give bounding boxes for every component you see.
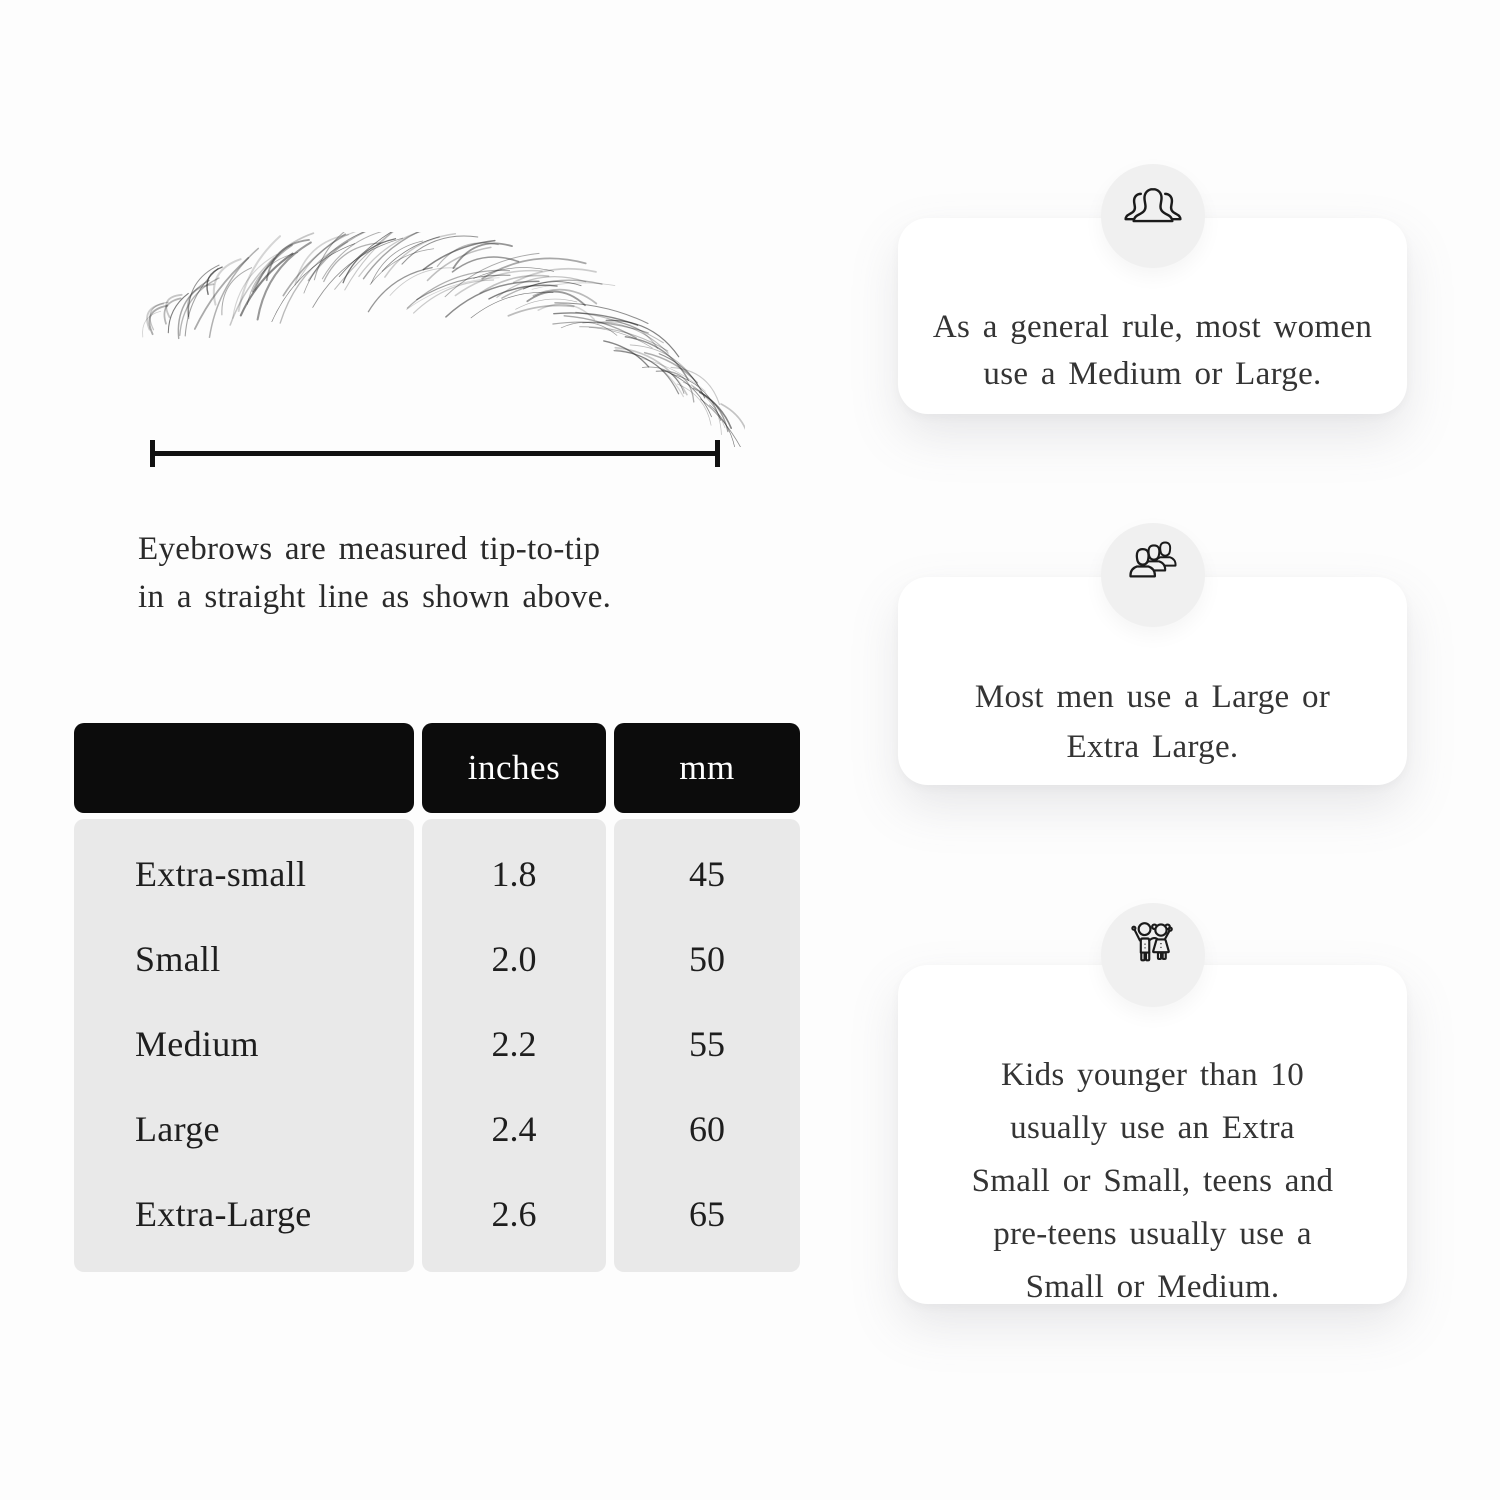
card-kids-text <box>898 965 1407 1314</box>
card-women-line1: As a general rule, most women <box>932 309 1373 345</box>
women-group-icon <box>1123 191 1183 242</box>
row-mm: 60 <box>689 1108 725 1149</box>
row-mm: 55 <box>689 1023 725 1064</box>
measure-endcap-right <box>715 440 720 467</box>
card-men <box>898 577 1407 785</box>
size-table-rows <box>74 819 800 1256</box>
eyebrow-drawing <box>115 232 745 447</box>
row-label: Medium <box>135 1023 259 1064</box>
card-kids-icon-circle <box>1101 903 1205 1007</box>
size-table-header <box>74 723 800 813</box>
card-kids-line1: Kids younger than 10 <box>1000 1057 1305 1093</box>
row-inches: 2.6 <box>491 1193 537 1234</box>
row-mm: 45 <box>689 853 725 894</box>
size-table-body <box>74 819 800 1272</box>
header-cell-size <box>74 723 414 813</box>
card-kids-line4: pre-teens usually use a <box>993 1216 1312 1252</box>
kids-icon <box>1123 930 1183 981</box>
men-group-icon <box>1123 550 1183 601</box>
card-men-icon-circle <box>1101 523 1205 627</box>
row-mm: 50 <box>689 938 725 979</box>
size-table <box>74 723 800 1272</box>
measure-caption <box>138 525 611 621</box>
table-row <box>74 1086 800 1171</box>
card-men-line2: Extra Large. <box>1066 729 1239 765</box>
header-cell-inches: inches <box>422 723 606 813</box>
row-inches: 2.4 <box>491 1108 537 1149</box>
measure-caption-line2: in a straight line as shown above. <box>138 579 612 615</box>
measure-caption-line1: Eyebrows are measured tip-to-tip <box>138 531 601 567</box>
row-label: Large <box>135 1108 220 1149</box>
card-women-icon-circle <box>1101 164 1205 268</box>
card-kids-line5: Small or Medium. <box>1025 1269 1280 1305</box>
card-men-line1: Most men use a Large or <box>974 679 1331 715</box>
table-row <box>74 1171 800 1256</box>
header-cell-mm: mm <box>614 723 800 813</box>
row-label: Small <box>135 938 221 979</box>
eyebrow-illustration <box>115 232 745 447</box>
table-row <box>74 916 800 1001</box>
card-kids-line3: Small or Small, teens and <box>971 1163 1334 1199</box>
row-inches: 1.8 <box>491 853 537 894</box>
row-inches: 2.0 <box>491 938 537 979</box>
row-label: Extra-Large <box>135 1193 312 1234</box>
table-row <box>74 1001 800 1086</box>
card-kids <box>898 965 1407 1304</box>
card-women <box>898 218 1407 414</box>
row-mm: 65 <box>689 1193 725 1234</box>
table-row <box>74 831 800 916</box>
card-women-line2: use a Medium or Large. <box>983 356 1322 392</box>
row-label: Extra-small <box>135 853 307 894</box>
measure-line <box>150 451 720 456</box>
row-inches: 2.2 <box>491 1023 537 1064</box>
card-kids-line2: usually use an Extra <box>1010 1110 1295 1146</box>
